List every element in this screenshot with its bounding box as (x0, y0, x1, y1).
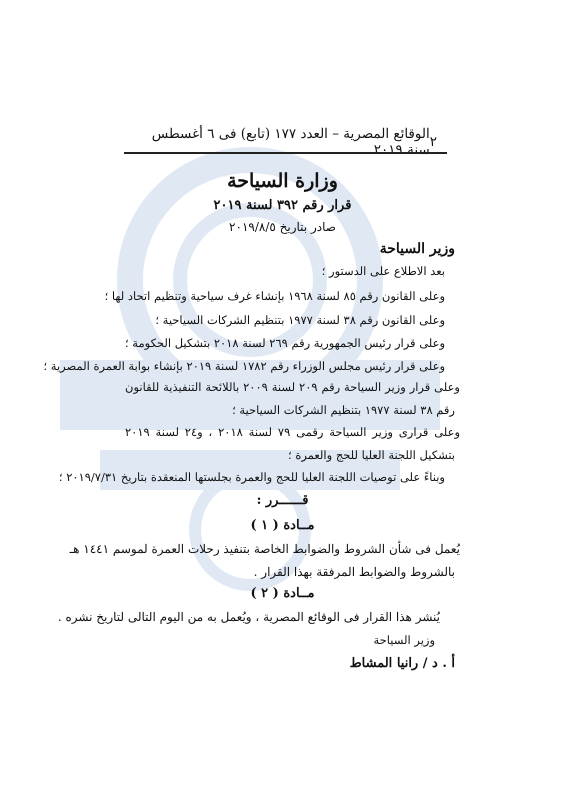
issue-date: صادر بتاريخ ٢٠١٩/٨/٥ (229, 220, 336, 234)
clause-presidential-decree: وعلى قرار رئيس الجمهورية رقم ٢٦٩ لسنة ٢٠١٨ بتشكيل الحكومة ؛ (125, 336, 445, 350)
clause-minister-decrees-cont: بتشكيل اللجنة العليا للحج والعمرة ؛ (288, 448, 455, 462)
ministry-title: وزارة السياحة (227, 170, 338, 192)
article-1-line-1: يُعمل فى شأن الشروط والضوابط الخاصة بتنفيذ رحلات العمرة لموسم ١٤٤١ هـ (69, 542, 460, 556)
clause-law-38: وعلى القانون رقم ٣٨ لسنة ١٩٧٧ بتنظيم الشركات السياحية ؛ (155, 313, 445, 327)
clause-pm-decree: وعلى قرار رئيس مجلس الوزراء رقم ١٧٨٢ لسنة ٢٠١٩ بإنشاء بوابة العمرة المصرية ؛ (43, 359, 445, 373)
decree-number: قرار رقم ٣٩٢ لسنة ٢٠١٩ (213, 198, 352, 213)
minister-title: وزير السياحة (379, 241, 455, 257)
clause-minister-decree-209: وعلى قرار وزير السياحة رقم ٢٠٩ لسنة ٢٠٠٩ باللائحة التنفيذية للقانون (125, 380, 460, 394)
clause-committee-recommendations: وبناءً على توصيات اللجنة العليا للحج والعمرة بجلستها المنعقدة بتاريخ ٢٠١٩/٧/٣١ ؛ (58, 470, 445, 484)
clause-minister-decree-209-cont: رقم ٣٨ لسنة ١٩٧٧ بتنظيم الشركات السياحية ؛ (232, 403, 455, 417)
clause-minister-decrees-79-24: وعلى قرارى وزير السياحة رقمى ٧٩ لسنة ٢٠١٨ ، و٢٤ لسنة ٢٠١٩ (125, 425, 460, 439)
clause-constitution: بعد الاطلاع على الدستور ؛ (321, 264, 445, 278)
signature-title: وزير السياحة (373, 633, 435, 647)
page-header (136, 126, 437, 158)
article-2-title: مــادة ( ٢ ) (250, 586, 315, 601)
issue-line: الوقائع المصرية – العدد ١٧٧ (تابع) فى ٦ أغسطس سنة ٢٠١٩ (151, 126, 430, 158)
decides-heading: قــــــرر : (256, 493, 309, 508)
header-divider (124, 152, 447, 154)
signature-name: أ . د / رانيا المشاط (349, 656, 455, 671)
article-1-title: مــادة ( ١ ) (250, 518, 315, 533)
article-1-line-2: بالشروط والضوابط المرفقة بهذا القرار . (253, 565, 455, 579)
page-number: ٢ (429, 134, 437, 150)
article-2-line-1: يُنشر هذا القرار فى الوقائع المصرية ، ويُعمل به من اليوم التالى لتاريخ نشره . (57, 610, 440, 624)
clause-law-85: وعلى القانون رقم ٨٥ لسنة ١٩٦٨ بإنشاء غرف سياحية وتنظيم اتحاد لها ؛ (104, 289, 445, 303)
